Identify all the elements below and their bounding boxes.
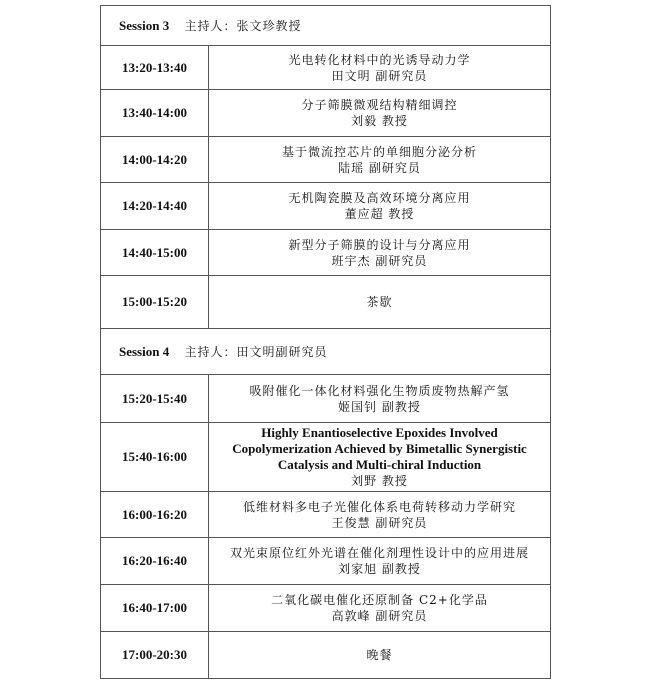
talk-title: 吸附催化一体化材料强化生物质废物热解产氢 — [249, 383, 510, 398]
time-slot: 16:40-17:00 — [101, 585, 209, 632]
table-row — [101, 90, 551, 137]
time-slot: 13:20-13:40 — [101, 46, 209, 90]
table-row — [101, 492, 551, 538]
time-slot: 16:20-16:40 — [101, 538, 209, 585]
talk-cell — [209, 492, 551, 538]
talk-cell — [209, 46, 551, 90]
table-row — [101, 538, 551, 585]
dinner-label: 晚餐 — [366, 648, 393, 662]
talk-title-line: Catalysis and Multi-chiral Induction — [277, 457, 482, 472]
time-slot: 15:20-15:40 — [101, 375, 209, 423]
table-row — [101, 585, 551, 632]
table-row — [101, 46, 551, 90]
talk-cell — [209, 230, 551, 276]
table-row — [101, 183, 551, 230]
time-slot: 14:40-15:00 — [101, 230, 209, 276]
talk-cell — [209, 183, 551, 230]
time-slot: 16:00-16:20 — [101, 492, 209, 538]
talk-title: 光电转化材料中的光诱导动力学 — [288, 52, 471, 67]
talk-title-line: Highly Enantioselective Epoxides Involved — [261, 425, 498, 440]
session-label: Session 3 — [119, 18, 170, 33]
talk-cell — [209, 137, 551, 183]
talk-speaker: 姬国钊 副教授 — [338, 399, 421, 414]
talk-cell — [209, 585, 551, 632]
schedule-table — [100, 5, 551, 679]
session-header-row — [101, 6, 551, 46]
break-cell — [209, 276, 551, 329]
talk-cell — [209, 538, 551, 585]
talk-title-line: Copolymerization Achieved by Bimetallic Synergistic — [232, 441, 527, 456]
time-slot: 17:00-20:30 — [101, 632, 209, 679]
talk-speaker: 高敦峰 副研究员 — [331, 609, 428, 623]
time-slot: 13:40-14:00 — [101, 90, 209, 137]
talk-title: 低维材料多电子光催化体系电荷转移动力学研究 — [243, 499, 517, 514]
table-row-break — [101, 632, 551, 679]
talk-cell — [209, 423, 551, 492]
time-slot: 15:00-15:20 — [101, 276, 209, 329]
talk-title: 双光束原位红外光谱在催化剂理性设计中的应用进展 — [230, 546, 530, 560]
talk-speaker: 田文明 副研究员 — [331, 68, 428, 83]
tea-break-label: 茶歇 — [366, 295, 393, 309]
talk-speaker: 班宇杰 副研究员 — [331, 253, 428, 268]
table-row-break — [101, 276, 551, 329]
session-chair: 主持人：张文珍教授 — [184, 19, 302, 33]
talk-title: 无机陶瓷膜及高效环境分离应用 — [288, 191, 471, 205]
time-slot: 14:00-14:20 — [101, 137, 209, 183]
talk-title: 分子筛膜微观结构精细调控 — [301, 98, 458, 112]
talk-speaker: 王俊慧 副研究员 — [331, 515, 428, 530]
table-row — [101, 230, 551, 276]
time-slot: 14:20-14:40 — [101, 183, 209, 230]
session-4-header — [101, 329, 551, 375]
session-label: Session 4 — [119, 344, 170, 359]
time-slot: 15:40-16:00 — [101, 423, 209, 492]
table-row — [101, 423, 551, 492]
talk-speaker: 刘野 教授 — [351, 474, 408, 488]
session-chair: 主持人：田文明副研究员 — [184, 345, 328, 359]
talk-title: 基于微流控芯片的单细胞分泌分析 — [282, 144, 478, 159]
talk-speaker: 陆瑶 副研究员 — [338, 160, 421, 175]
table-row — [101, 137, 551, 183]
talk-cell — [209, 375, 551, 423]
talk-cell — [209, 90, 551, 137]
session-header-row — [101, 329, 551, 375]
session-3-header — [101, 6, 551, 46]
talk-speaker: 刘家旭 副教授 — [338, 562, 421, 576]
talk-speaker: 刘毅 教授 — [351, 114, 408, 128]
table-row — [101, 375, 551, 423]
talk-speaker: 董应超 教授 — [344, 207, 415, 221]
talk-title: 新型分子筛膜的设计与分离应用 — [288, 237, 471, 252]
talk-title: 二氧化碳电催化还原制备 C2+化学品 — [271, 593, 488, 607]
break-cell — [209, 632, 551, 679]
